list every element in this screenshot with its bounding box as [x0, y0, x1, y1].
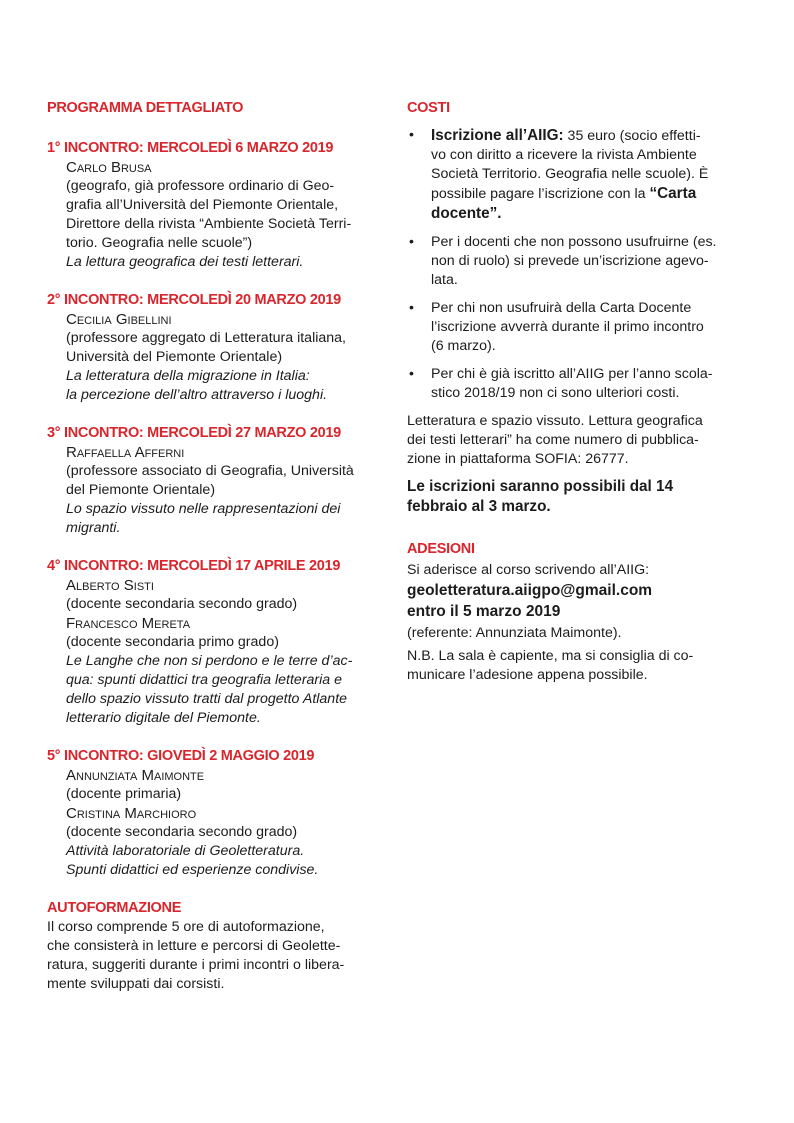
text-line: • Per chi non usufruirà della Carta Docente [431, 300, 692, 316]
talk-line: letterario digitale del Piemonte. [66, 710, 261, 726]
sofia-note [407, 412, 752, 469]
talk-title [66, 367, 392, 405]
text-line: lata. [431, 272, 458, 288]
role-line: del Piemonte Orientale) [66, 482, 216, 498]
meeting-heading: 3° INCONTRO: MERCOLEDÌ 27 MARZO 2019 [47, 425, 341, 441]
speaker-role: (docente secondaria secondo grado) [66, 596, 298, 612]
talk-line: Le Langhe che non si perdono e le terre d’ac- [66, 653, 353, 669]
speaker-role [66, 462, 392, 500]
speaker-role: (docente secondaria primo grado) [66, 634, 279, 650]
talk-line: migranti. [66, 520, 121, 536]
text-line: ratura, suggeriti durante i primi incontri o libera- [47, 957, 345, 973]
role-line: torio. Geografia nelle scuole”) [66, 235, 253, 251]
talk-title [66, 253, 392, 272]
text-line: non di ruolo) si prevede un’iscrizione agevo- [431, 253, 709, 269]
text-line: municare l’adesione appena possibile. [407, 667, 648, 683]
list-item [407, 299, 752, 356]
right-column [407, 98, 752, 685]
text-line: Le iscrizioni saranno possibili dal 14 [407, 478, 674, 495]
nb-note [407, 647, 752, 685]
adesioni-title: ADESIONI [407, 541, 475, 557]
meeting-3 [47, 423, 392, 538]
speaker-role [66, 329, 392, 367]
speaker-name: Cecilia Gibellini [66, 311, 172, 328]
left-column [47, 98, 392, 1012]
adesioni-intro: Si aderisce al corso scrivendo all’AIIG: [407, 562, 650, 578]
meeting-1 [47, 138, 392, 272]
text-line: Il corso comprende 5 ore di autoformazione, [47, 919, 325, 935]
talk-line: Lo spazio vissuto nelle rappresentazioni dei [66, 501, 341, 517]
autoformazione-text [47, 918, 392, 994]
text-line [431, 126, 752, 146]
list-item [407, 233, 752, 290]
bold-label: “Carta [649, 185, 697, 202]
text-span: possibile pagare l’iscrizione con la [431, 186, 650, 202]
speaker-name: Carlo Brusa [66, 159, 152, 176]
text-line: Società Territorio. Geografia nelle scuole). È [431, 166, 709, 182]
speaker-name: Cristina Marchioro [66, 805, 197, 822]
role-line: Direttore della rivista “Ambiente Società Terri- [66, 216, 352, 232]
referente: (referente: Annunziata Maimonte). [407, 625, 622, 641]
list-item [407, 365, 752, 403]
autoformazione-section [47, 898, 392, 994]
role-line: (professore associato di Geografia, Università [66, 463, 354, 479]
role-line: (professore aggregato di Letteratura italiana, [66, 330, 346, 346]
role-line: Università del Piemonte Orientale) [66, 349, 283, 365]
text-line [431, 184, 752, 204]
autoformazione-title: AUTOFORMAZIONE [47, 900, 182, 916]
talk-line: la percezione dell’altro attraverso i luoghi. [66, 387, 328, 403]
talk-line: La lettura geografica dei testi letterari. [66, 254, 304, 270]
text-line: che consisterà in letture e percorsi di Geolette- [47, 938, 341, 954]
text-line: (6 marzo). [431, 338, 496, 354]
role-line: grafia all’Università del Piemonte Orientale, [66, 197, 339, 213]
text-line: stico 2018/19 non ci sono ulteriori costi. [431, 385, 680, 401]
talk-line: qua: spunti didattici tra geografia letteraria e [66, 672, 343, 688]
meeting-heading: 2° INCONTRO: MERCOLEDÌ 20 MARZO 2019 [47, 292, 341, 308]
text-line: dei testi letterari” ha come numero di pubblica- [407, 432, 699, 448]
bold-label: Iscrizione all’AIIG: [431, 127, 564, 144]
meeting-heading: 4° INCONTRO: MERCOLEDÌ 17 APRILE 2019 [47, 558, 341, 574]
meeting-4 [47, 556, 392, 728]
meeting-heading: 1° INCONTRO: MERCOLEDÌ 6 MARZO 2019 [47, 140, 334, 156]
text-line: • Per i docenti che non possono usufruirne (es. [431, 234, 717, 250]
contact-email[interactable]: geoletteratura.aiigpo@gmail.com [407, 582, 653, 599]
text-line: l’iscrizione avverrà durante il primo incontro [431, 319, 704, 335]
speaker-role: (docente primaria) [66, 786, 182, 802]
text-line: zione in piattaforma SOFIA: 26777. [407, 451, 629, 467]
speaker-name: Annunziata Maimonte [66, 767, 205, 784]
adesioni-deadline: entro il 5 marzo 2019 [407, 603, 561, 620]
meeting-heading: 5° INCONTRO: GIOVEDÌ 2 MAGGIO 2019 [47, 748, 315, 764]
talk-line: La letteratura della migrazione in Italia: [66, 368, 310, 384]
text-line: N.B. La sala è capiente, ma si consiglia di co- [407, 648, 694, 664]
text-span: 35 euro (socio effetti- [563, 128, 701, 144]
list-item [407, 126, 752, 224]
meeting-2 [47, 290, 392, 405]
speaker-role: (docente secondaria secondo grado) [66, 824, 298, 840]
speaker-role [66, 177, 392, 253]
speaker-name: Francesco Mereta [66, 615, 191, 632]
talk-line: dello spazio vissuto tratti dal progetto Atlante [66, 691, 348, 707]
text-line: • Per chi è già iscritto all’AIIG per l’anno scola- [431, 366, 713, 382]
talk-line: Spunti didattici ed esperienze condivise. [66, 862, 319, 878]
text-line: febbraio al 3 marzo. [407, 498, 551, 515]
speaker-name: Raffaella Afferni [66, 444, 185, 461]
text-line: vo con diritto a ricevere la rivista Ambiente [431, 147, 697, 163]
talk-title [66, 652, 392, 728]
speaker-name: Alberto Sisti [66, 577, 154, 594]
meeting-5 [47, 746, 392, 880]
text-line: mente sviluppati dai corsisti. [47, 976, 225, 992]
talk-title [66, 842, 392, 880]
talk-line: Attività laboratoriale di Geoletteratura. [66, 843, 305, 859]
program-title: PROGRAMMA DETTAGLIATO [47, 100, 244, 116]
costi-title: COSTI [407, 100, 450, 116]
registration-deadline [407, 477, 752, 517]
costi-list [407, 126, 752, 403]
talk-title [66, 500, 392, 538]
role-line: (geografo, già professore ordinario di Geo- [66, 178, 335, 194]
bold-label: docente”. [431, 205, 502, 222]
text-line: Letteratura e spazio vissuto. Lettura geografica [407, 413, 703, 429]
